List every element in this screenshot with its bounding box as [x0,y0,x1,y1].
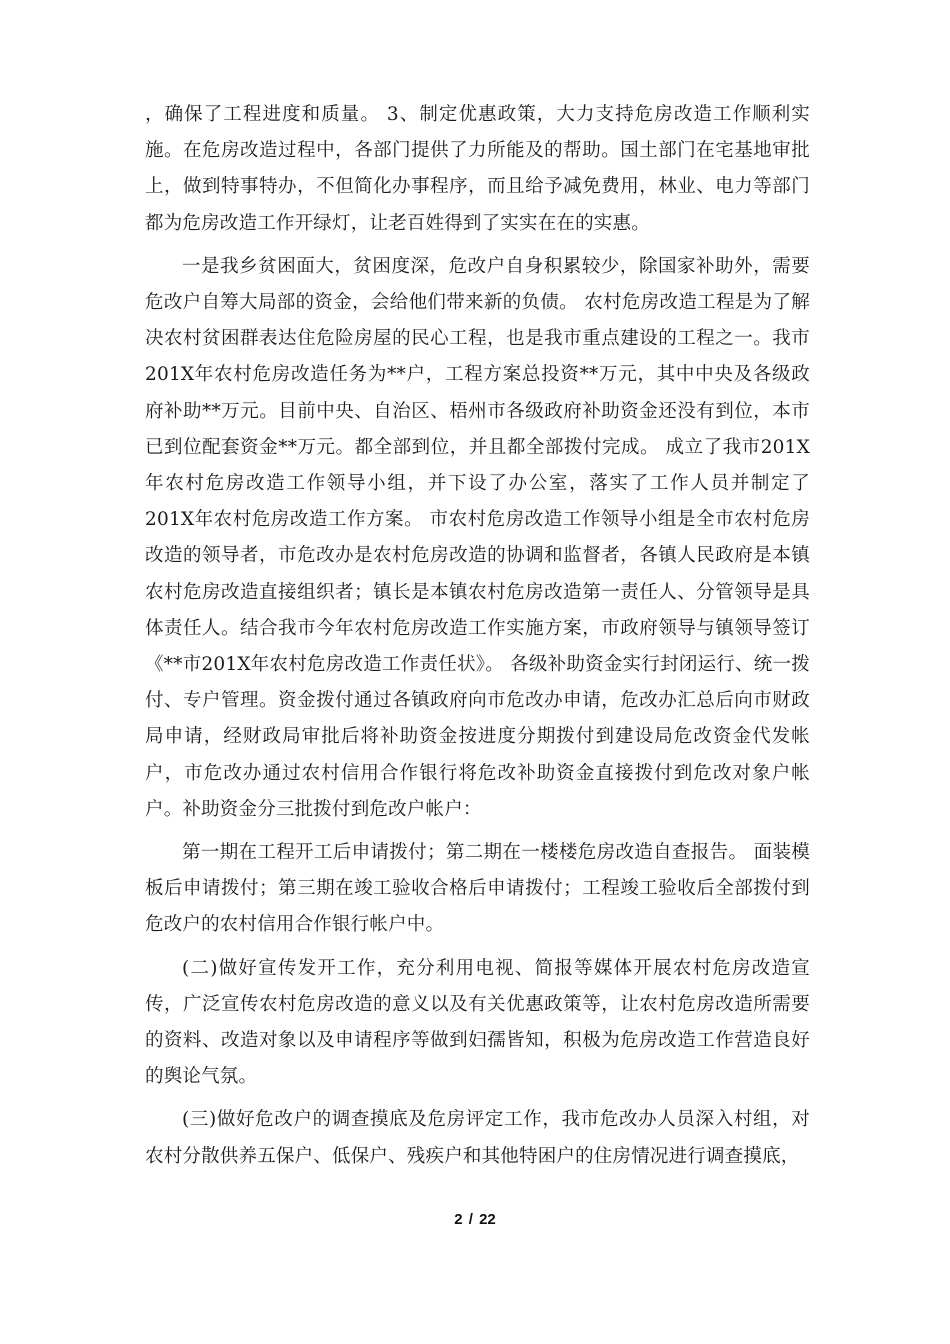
page-number: 2 / 22 [454,1211,496,1228]
paragraph-2: 一是我乡贫困面大，贫困度深，危改户自身积累较少，除国家补助外，需要危改户自筹大局部的资金，会给他们带来新的负债。 农村危房改造工程是为了解决农村贫困群表达住危险房屋的民心工程，也是我市重点建设的工程之一。我市201X年农村危房改造任务为**户，工程方案总投资**万元，其中中央及各级政府补助**万元。目前中央、自治区、梧州市各级政府补助资金还没有到位，本市已到位配套资金**万元。都全部到位，并且都全部拨付完成。 成立了我市201X年农村危房改造工作领导小组，并下设了办公室，落实了工作人员并制定了201X年农村危房改造工作方案。 市农村危房改造工作领导小组是全市农村危房改造的领导者，市危改办是农村危房改造的协调和监督者，各镇人民政府是本镇农村危房改造直接组织者；镇长是本镇农村危房改造第一责任人、分管领导是具体责任人。结合我市今年农村危房改造工作实施方案，市政府领导与镇领导签订《**市201X年农村危房改造工作责任状》。 各级补助资金实行封闭运行、统一拨付、专户管理。资金拨付通过各镇政府向市危改办申请，危改办汇总后向市财政局申请，经财政局审批后将补助资金按进度分期拨付到建设局危改资金代发帐户，市危改办通过农村信用合作银行将危改补助资金直接拨付到危改对象户帐户。补助资金分三批拨付到危改户帐户： [145,255,810,820]
paragraph-5: (三)做好危改户的调查摸底及危房评定工作，我市危改办人员深入村组，对农村分散供养五保户、低保户、残疾户和其他特困户的住房情况进行调查摸底， [145,1109,810,1167]
document-body [145,97,810,1182]
paragraph-1: ，确保了工程进度和质量。 3、制定优惠政策，大力支持危房改造工作顺利实施。在危房改造过程中，各部门提供了力所能及的帮助。国土部门在宅基地审批上，做到特事特办，不但简化办事程序，而且给予减免费用，林业、电力等部门都为危房改造工作开绿灯，让老百姓得到了实实在在的实惠。 [145,104,810,234]
paragraph-4: (二)做好宣传发开工作，充分利用电视、简报等媒体开展农村危房改造宣传，广泛宣传农村危房改造的意义以及有关优惠政策等，让农村危房改造所需要的资料、改造对象以及申请程序等做到妇孺皆知，积极为危房改造工作营造良好的舆论气氛。 [145,957,810,1088]
paragraph-3: 第一期在工程开工后申请拨付；第二期在一楼楼危房改造自查报告。 面装模板后申请拨付；第三期在竣工验收合格后申请拨付；工程竣工验收后全部拨付到危改户的农村信用合作银行帐户中。 [145,842,810,936]
